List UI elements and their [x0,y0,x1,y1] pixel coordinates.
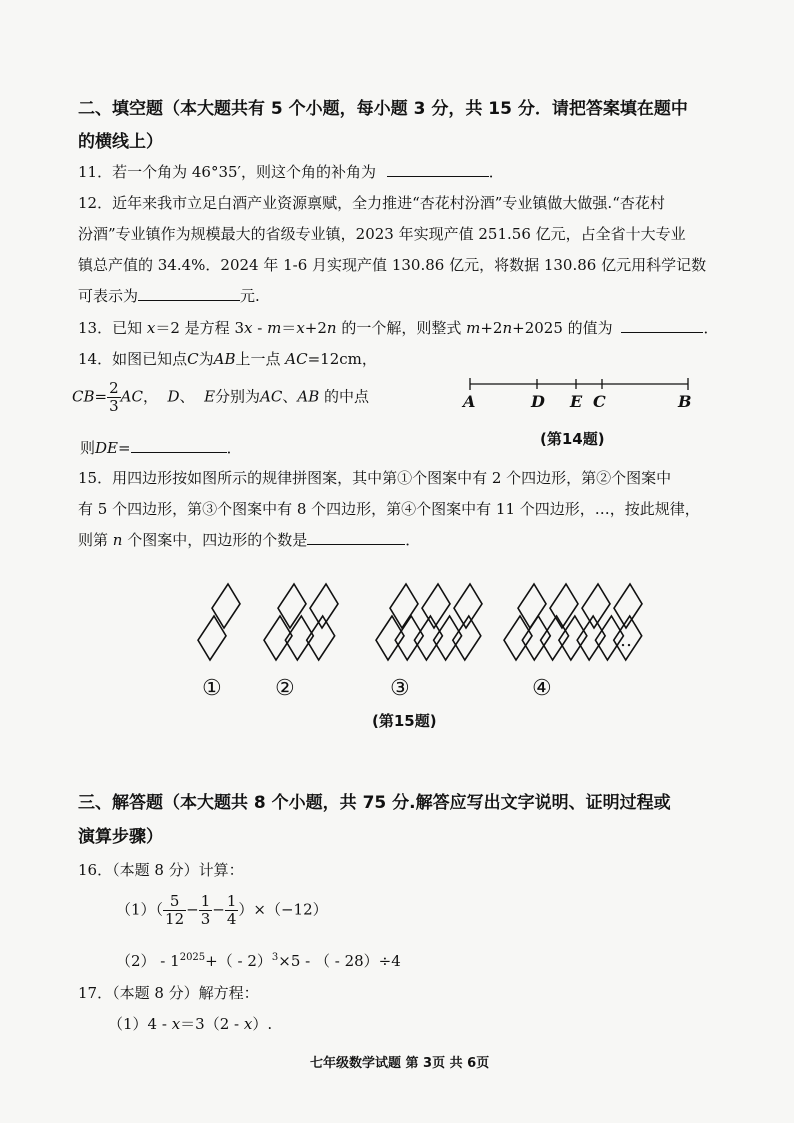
q13-text: ＝2 是方程 3 [155,319,244,337]
q14-end: ． [226,439,242,457]
exponent: 3 [271,952,279,963]
q16-part1-tail: ）×（−12） [238,900,328,919]
section2-heading-line1: 二、填空题（本大题共有 5 个小题，每小题 3 分，共 15 分．请把答案填在题中 [78,99,688,119]
question-16-part2 [116,950,401,971]
question-15-line2: 有 5 个四边形，第③个图案中有 8 个四边形，第④个图案中有 11 个四边形，…，按此规律， [78,500,700,518]
pattern-1-rhombus-1 [212,584,240,628]
q14-text: 则 [80,439,96,457]
var-x: x [243,319,253,337]
question-12-line1 [78,193,665,213]
question-16-part1 [116,893,328,928]
q17-text: ＝3（2 - [180,1015,244,1033]
question-17-part1 [108,1014,272,1034]
pattern-4-rhombus-2 [550,584,578,628]
q13-text: 的一个解，则整式 [336,319,467,337]
var-x: x [243,1015,253,1033]
q12-number: 12． [78,194,113,212]
var-E: E [204,387,216,406]
pattern-4-rhombus-8 [559,616,587,660]
q14-text: 分别为 [215,387,261,406]
q13-number: 13． [78,319,113,337]
q11-answer-blank[interactable] [387,162,489,177]
q14-label-B: B [678,392,692,411]
q14-figure-caption: (第14题) [540,430,605,448]
var-x: x [171,1015,181,1033]
q14-number: 14． [78,350,113,368]
q15-text: 则第 [78,531,109,549]
var-AB: AB [213,350,236,368]
q15-text: 个图案中，四边形的个数是 [127,531,308,549]
q17-text: ）. [252,1015,273,1033]
question-17-heading: 17．（本题 8 分）解方程： [78,984,259,1002]
q16-part2-text: +（ - 2） [205,952,272,970]
pattern-1-rhombus-2 [198,616,226,660]
q14-text: =12cm， [307,350,377,368]
var-AB: AB [297,387,320,406]
var-n: n [502,319,513,337]
pattern-2-rhombus-4 [285,616,313,660]
var-AC: AC [120,387,143,406]
q13-text: ＝ [281,319,297,337]
q13-text: +2 [304,319,327,337]
section3-heading-line2: 演算步骤） [78,827,163,847]
fraction-5-12 [163,893,186,928]
q14-text: 的中点 [324,387,370,406]
q13-text: - [252,319,268,337]
q13-text: 已知 [112,319,143,337]
q14-text: = [118,439,131,457]
page-footer: 七年级数学试题 第 3页 共 6页 [310,1056,490,1071]
var-DE: DE [95,439,118,457]
q14-label-D: D [531,392,545,411]
pattern-3-rhombus-4 [376,616,404,660]
var-m: m [466,319,481,337]
q12-text-line4: 可表示为 [78,287,139,305]
q16-part2-text: ×5 - （ - 28）÷4 [278,952,401,970]
q16-part1-label: （1）（ [116,900,164,919]
question-15-line3 [78,530,420,550]
var-C: C [187,350,199,368]
q12-answer-blank[interactable] [138,286,240,301]
var-n: n [112,531,123,549]
var-n: n [326,319,337,337]
var-m: m [267,319,282,337]
q14-text: = [94,387,108,406]
question-14-line2 [72,380,369,415]
pattern-3-rhombus-3 [454,584,482,628]
pattern-label-3: ③ [390,676,410,701]
q12-text-line1: 近年来我市立足白酒产业资源禀赋，全力推进“杏花村汾酒”专业镇做大做强.“杏花村 [112,194,665,212]
fraction-numerator: 1 [200,892,211,910]
question-12-line2: 汾酒”专业镇作为规模最大的省级专业镇，2023 年实现产值 251.56 亿元，占全省十大专业 [78,225,686,243]
section2-heading-line2: 的横线上） [78,132,163,152]
q14-text: ， [142,387,158,406]
fraction-denominator: 3 [109,397,119,415]
pattern-2-rhombus-2 [310,584,338,628]
q14-label-C: C [593,392,606,411]
fraction-1-4 [225,893,239,928]
question-12-line3: 镇总产值的 34.4%．2024 年 1-6 月实现产值 130.86 亿元，将数据 130.86 亿元用科学记数 [78,256,707,274]
pattern-label-4: ④ [532,676,552,701]
q14-text: 、 [179,387,195,406]
fraction-denominator: 3 [200,910,211,928]
fraction-1-3 [199,893,213,928]
q11-text: 若一个角为 46°35′，则这个角的补角为 [112,163,376,181]
pattern-label-2: ② [275,676,295,701]
question-16-heading: 16．（本题 8 分）计算： [78,861,244,879]
minus-sign: − [212,900,225,919]
q15-answer-blank[interactable] [307,530,405,545]
pattern-label-1: ① [202,676,222,701]
q14-text: 如图已知点 [112,350,188,368]
question-14-line3 [80,438,242,458]
fraction-denominator: 4 [226,910,237,928]
q11-end: ． [488,163,504,181]
var-CB: CB [72,387,95,406]
question-14-line1 [78,349,377,369]
q13-answer-blank[interactable] [621,318,703,333]
q14-text: 上一点 [235,350,281,368]
section3-heading-line1: 三、解答题（本大题共 8 个小题，共 75 分.解答应写出文字说明、证明过程或 [78,793,671,813]
var-AC: AC [260,387,283,406]
q13-text: +2 [480,319,503,337]
var-D: D [167,387,180,406]
q15-figure-caption: (第15题) [372,712,437,730]
q13-end: ． [703,319,719,337]
q12-unit: 元. [240,287,260,305]
var-AC: AC [285,350,308,368]
fraction-two-thirds [107,380,121,415]
q15-text-line1: 用四边形按如图所示的规律拼图案，其中第①个图案中有 2 个四边形，第②个图案中 [112,469,672,487]
q15-pattern-figure [190,580,650,660]
pattern-2-rhombus-3 [264,616,292,660]
pattern-2-rhombus-5 [307,616,335,660]
q15-pattern-ellipsis: … [614,630,632,651]
q15-number: 15． [78,469,113,487]
q14-text: 为 [198,350,214,368]
exponent: 2025 [179,952,206,963]
pattern-4-rhombus-7 [541,616,569,660]
question-12-line4 [78,286,260,306]
q14-answer-blank[interactable] [131,438,227,453]
q14-text: 、 [282,387,298,406]
fraction-numerator: 1 [226,892,237,910]
fraction-numerator: 2 [109,379,119,397]
q14-label-E: E [570,392,583,411]
var-x: x [146,319,156,337]
minus-sign: − [186,900,199,919]
q13-text: +2025 的值为 [512,319,613,337]
q16-part2-text: （2） - 1 [116,952,180,970]
pattern-3-rhombus-8 [453,616,481,660]
var-x: x [296,319,305,337]
question-13 [78,318,718,338]
fraction-denominator: 12 [165,910,185,928]
q14-label-A: A [463,392,476,411]
question-15-line1 [78,468,671,488]
q15-end: ． [405,531,421,549]
pattern-2-rhombus-1 [278,584,306,628]
fraction-numerator: 5 [163,893,186,911]
q17-text: （1）4 - [108,1015,172,1033]
pattern-4-rhombus-5 [504,616,532,660]
question-11 [78,162,504,182]
q11-number: 11． [78,163,113,181]
pattern-4-rhombus-4 [614,584,642,628]
